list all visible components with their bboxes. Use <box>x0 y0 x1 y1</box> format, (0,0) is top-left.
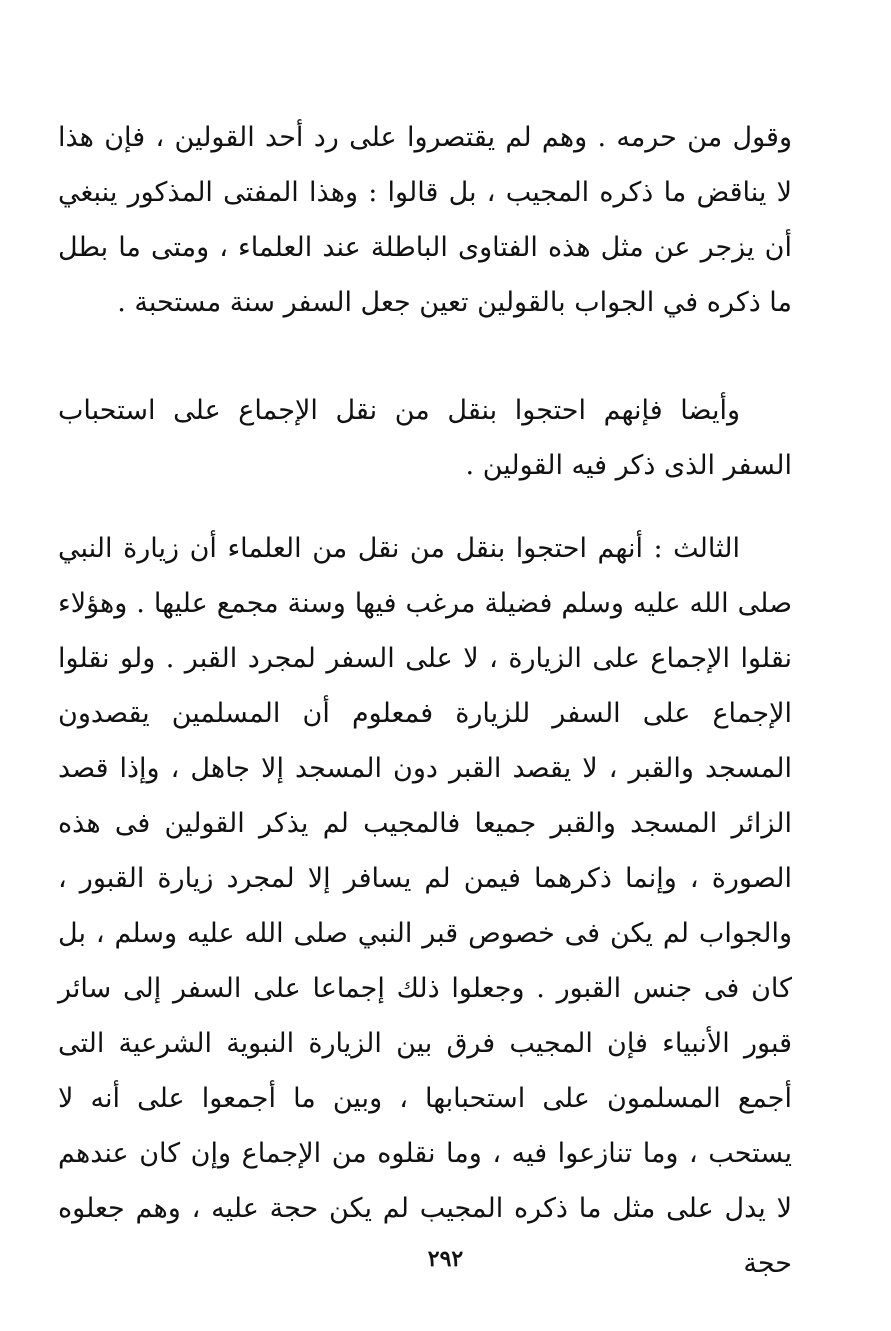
paragraph-text: الثالث : أنهم احتجوا بنقل من نقل من العلماء أن زيارة النبي صلى الله عليه وسلم فضيلة مرغب فيها وسنة مجمع عليها . وهؤلاء نقلوا الإجماع على الزيارة ، لا على السفر لمجرد القبر . ولو نقلوا الإجماع على السفر للزيارة فمعلوم أن المسلمين يقصدون المسجد والقبر ، لا يقصد القبر دون المسجد إلا جاهل ، وإذا قصد الزائر المسجد والقبر جميعا فالمجيب لم يذكر القولين فى هذه الصورة ، وإنما ذكرهما فيمن لم يسافر إلا لمجرد زيارة القبور ، والجواب لم يكن فى خصوص قبر النبي صلى الله عليه وسلم ، بل كان فى جنس القبور . وجعلوا ذلك إجماعا على السفر إلى سائر قبور الأنبياء فإن المجيب فرق بين الزيارة النبوية الشرعية التى أجمع المسلمون على استحبابها ، وبين ما أجمعوا على أنه لا يستحب ، وما تنازعوا فيه ، وما نقلوه من الإجماع وإن كان عندهم لا يدل على مثل ما ذكره المجيب لم يكن حجة عليه ، وهم جعلوه حجة <box>58 533 792 1279</box>
paragraph-2 <box>58 383 792 493</box>
paragraph-text: وقول من حرمه . وهم لم يقتصروا على رد أحد القولين ، فإن هذا لا يناقض ما ذكره المجيب ، بل قالوا : وهذا المفتى المذكور ينبغي أن يزجر عن مثل هذه الفتاوى الباطلة عند العلماء ، ومتى ما بطل ما ذكره في الجواب بالقولين تعين جعل السفر سنة مستحبة . <box>58 122 792 318</box>
paragraph-text: وأيضا فإنهم احتجوا بنقل من نقل الإجماع على استحباب السفر الذى ذكر فيه القولين . <box>58 395 792 481</box>
paragraph-1 <box>58 110 792 330</box>
paragraph-3 <box>58 521 792 1291</box>
page-number: ٢٩٢ <box>427 1246 464 1272</box>
